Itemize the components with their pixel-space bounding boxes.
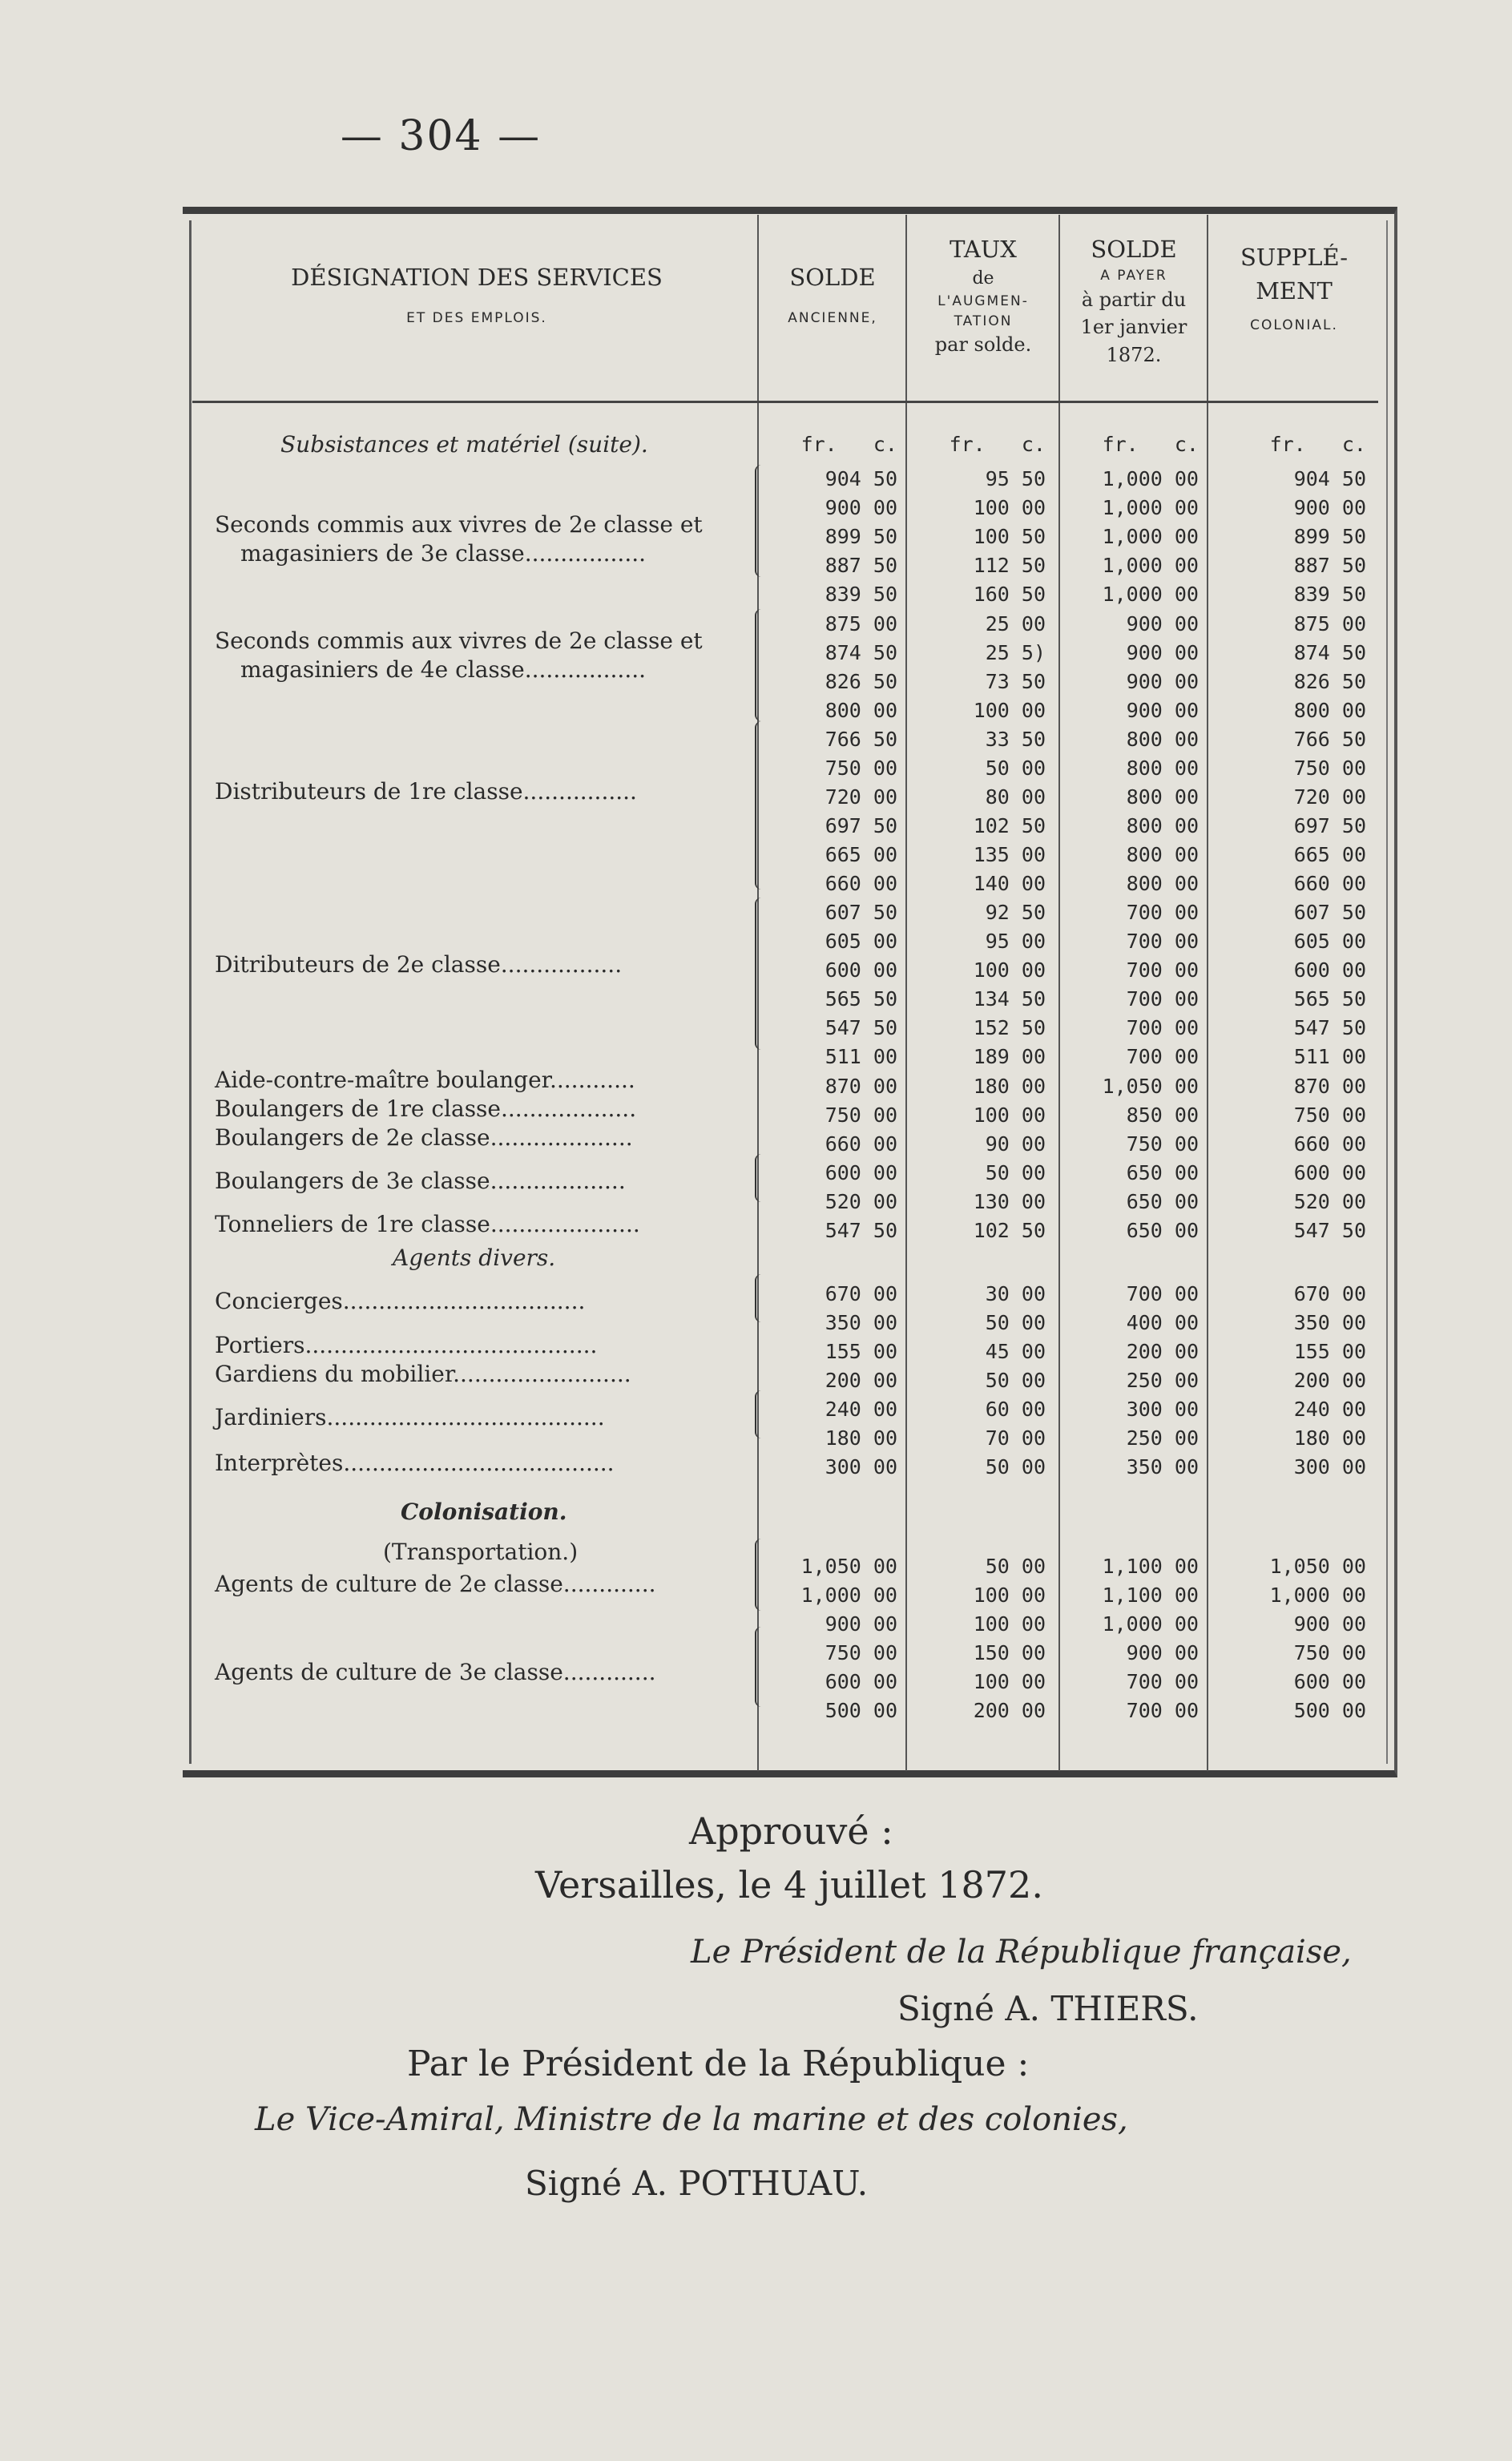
table-cell: 95 50 xyxy=(985,467,1046,490)
unit-col3: fr. c. xyxy=(1102,433,1199,456)
table-cell: 700 00 xyxy=(1126,1016,1199,1039)
header-taux-line1: TAUX xyxy=(950,236,1017,263)
table-cell: 70 00 xyxy=(985,1426,1046,1450)
table-cell: 50 00 xyxy=(985,756,1046,780)
table-cell: 904 50 xyxy=(825,467,897,490)
label-distributeurs-2e: Ditributeurs de 2e classe................. xyxy=(215,951,623,978)
table-cell: 605 00 xyxy=(825,930,897,953)
table-cell: 200 00 xyxy=(1293,1369,1366,1392)
table-cell: 100 00 xyxy=(973,1612,1046,1636)
table-cell: 870 00 xyxy=(1293,1075,1366,1098)
header-payer-line2: A PAYER xyxy=(1100,268,1167,284)
label-seconds-3e-line1: Seconds commis aux vivres de 2e classe et xyxy=(215,511,703,538)
label-seconds-3e-line2: magasiniers de 3e classe................. xyxy=(240,540,647,567)
label-portiers: Portiers......................................... xyxy=(215,1332,598,1358)
brace xyxy=(755,898,761,1050)
table-cell: 1,000 00 xyxy=(1269,1584,1366,1607)
label-boulangers-1re: Boulangers de 1re classe................... xyxy=(215,1095,637,1122)
table-cell: 250 00 xyxy=(1126,1369,1199,1392)
header-solde xyxy=(761,260,904,329)
label-gardiens: Gardiens du mobilier......................... xyxy=(215,1361,631,1387)
table-cell: 660 00 xyxy=(1293,872,1366,895)
table-cell: 607 50 xyxy=(825,901,897,924)
footer-par-le-president: Par le Président de la République : xyxy=(407,2043,1030,2084)
header-supp-line3: COLONIAL. xyxy=(1250,317,1338,334)
table-cell: 700 00 xyxy=(1126,987,1199,1011)
table-cell: 73 50 xyxy=(985,670,1046,693)
table-cell: 50 00 xyxy=(985,1311,1046,1334)
label-distributeurs-1re: Distributeurs de 1re classe................ xyxy=(215,778,637,805)
table-cell: 800 00 xyxy=(1126,756,1199,780)
table-cell: 33 50 xyxy=(985,728,1046,751)
label-seconds-4e-line2: magasiniers de 4e classe................. xyxy=(240,656,647,683)
header-solde-a-payer xyxy=(1062,232,1205,369)
table-cell: 750 00 xyxy=(1293,1103,1366,1127)
table-cell: 200 00 xyxy=(825,1369,897,1392)
table-cell: 887 50 xyxy=(1293,554,1366,577)
table-cell: 605 00 xyxy=(1293,930,1366,953)
header-taux xyxy=(909,232,1057,359)
table-cell: 766 50 xyxy=(825,728,897,751)
table-cell: 350 00 xyxy=(1293,1311,1366,1334)
table-cell: 130 00 xyxy=(973,1190,1046,1213)
table-cell: 850 00 xyxy=(1126,1103,1199,1127)
label-interpretes: Interprètes...................................... xyxy=(215,1450,615,1476)
table-cell: 600 00 xyxy=(1293,1161,1366,1184)
table-cell: 600 00 xyxy=(825,1161,897,1184)
label-boulangers-2e: Boulangers de 2e classe.................... xyxy=(215,1124,633,1151)
table-cell: 400 00 xyxy=(1126,1311,1199,1334)
column-rule-3 xyxy=(1058,215,1060,1771)
header-solde-line1: SOLDE xyxy=(789,264,876,291)
brace xyxy=(755,1627,761,1707)
table-cell: 899 50 xyxy=(1293,525,1366,548)
column-rule-2 xyxy=(905,215,907,1771)
table-cell: 1,100 00 xyxy=(1102,1584,1199,1607)
table-cell: 665 00 xyxy=(1293,843,1366,866)
table-cell: 750 00 xyxy=(825,1641,897,1664)
table-cell: 1,000 00 xyxy=(1102,554,1199,577)
label-seconds-4e-line1: Seconds commis aux vivres de 2e classe et xyxy=(215,627,703,654)
header-taux-line2: de xyxy=(972,268,994,289)
brace xyxy=(755,609,761,721)
brace xyxy=(755,465,761,577)
header-payer-line5: 1872. xyxy=(1106,344,1162,367)
label-aide-contre-maitre: Aide-contre-maître boulanger............ xyxy=(215,1067,635,1093)
table-cell: 1,000 00 xyxy=(1102,467,1199,490)
section-subsistances: Subsistances et matériel (suite). xyxy=(280,431,648,458)
table-cell: 826 50 xyxy=(1293,670,1366,693)
table-cell: 180 00 xyxy=(825,1426,897,1450)
brace xyxy=(755,1390,761,1438)
table-cell: 600 00 xyxy=(1293,958,1366,982)
header-supp-line2: MENT xyxy=(1256,277,1333,305)
label-boulangers-3e: Boulangers de 3e classe................... xyxy=(215,1168,626,1194)
table-cell: 45 00 xyxy=(985,1340,1046,1363)
table-cell: 700 00 xyxy=(1126,901,1199,924)
table-cell: 839 50 xyxy=(825,583,897,606)
table-cell: 511 00 xyxy=(825,1045,897,1068)
table-cell: 875 00 xyxy=(825,612,897,635)
table-cell: 887 50 xyxy=(825,554,897,577)
table-cell: 100 00 xyxy=(973,496,1046,519)
table-cell: 100 50 xyxy=(973,525,1046,548)
table-cell: 750 00 xyxy=(1293,756,1366,780)
unit-col1: fr. c. xyxy=(800,433,897,456)
table-cell: 600 00 xyxy=(825,1670,897,1693)
table-cell: 800 00 xyxy=(825,699,897,722)
table-cell: 1,000 00 xyxy=(800,1584,897,1607)
table-cell: 95 00 xyxy=(985,930,1046,953)
table-cell: 700 00 xyxy=(1126,1045,1199,1068)
table-cell: 102 50 xyxy=(973,814,1046,837)
table-cell: 547 50 xyxy=(1293,1219,1366,1242)
table-cell: 650 00 xyxy=(1126,1190,1199,1213)
table-cell: 547 50 xyxy=(1293,1016,1366,1039)
table-cell: 900 00 xyxy=(1126,612,1199,635)
table-cell: 565 50 xyxy=(1293,987,1366,1011)
table-cell: 700 00 xyxy=(1126,1282,1199,1305)
table-cell: 800 00 xyxy=(1126,785,1199,809)
table-cell: 102 50 xyxy=(973,1219,1046,1242)
header-supp-line1: SUPPLÉ- xyxy=(1240,244,1349,271)
table-cell: 650 00 xyxy=(1126,1161,1199,1184)
table-cell: 50 00 xyxy=(985,1455,1046,1479)
section-transportation: (Transportation.) xyxy=(383,1539,579,1565)
footer-president: Le Président de la République française, xyxy=(691,1934,1352,1971)
table-cell: 750 00 xyxy=(1293,1641,1366,1664)
table-cell: 875 00 xyxy=(1293,612,1366,635)
table-cell: 800 00 xyxy=(1293,699,1366,722)
brace xyxy=(755,721,761,890)
brace xyxy=(755,1274,761,1322)
table-cell: 520 00 xyxy=(825,1190,897,1213)
header-payer-line4: 1er janvier xyxy=(1080,316,1187,339)
table-cell: 900 00 xyxy=(825,496,897,519)
table-cell: 697 50 xyxy=(825,814,897,837)
header-taux-line4: TATION xyxy=(954,313,1013,329)
footer-signe-thiers: Signé A. THIERS. xyxy=(897,1989,1199,2028)
table-cell: 1,000 00 xyxy=(1102,496,1199,519)
header-payer-line1: SOLDE xyxy=(1091,236,1177,263)
table-cell: 870 00 xyxy=(825,1075,897,1098)
table-cell: 92 50 xyxy=(985,901,1046,924)
table-cell: 240 00 xyxy=(825,1398,897,1421)
table-cell: 50 00 xyxy=(985,1161,1046,1184)
header-designation-line2: ET DES EMPLOIS. xyxy=(406,310,547,327)
table-cell: 900 00 xyxy=(825,1612,897,1636)
table-cell: 900 00 xyxy=(1293,1612,1366,1636)
table-cell: 650 00 xyxy=(1126,1219,1199,1242)
footer-approuve: Approuvé : xyxy=(689,1809,893,1853)
table-cell: 1,000 00 xyxy=(1102,525,1199,548)
table-cell: 670 00 xyxy=(1293,1282,1366,1305)
table-cell: 565 50 xyxy=(825,987,897,1011)
table-cell: 100 00 xyxy=(973,1103,1046,1127)
table-cell: 660 00 xyxy=(1293,1132,1366,1156)
footer-signe-pothuau: Signé A. POTHUAU. xyxy=(525,2164,869,2203)
header-solde-line2: ANCIENNE, xyxy=(788,310,877,327)
table-cell: 700 00 xyxy=(1126,958,1199,982)
brace xyxy=(755,1539,761,1611)
table-cell: 140 00 xyxy=(973,872,1046,895)
table-cell: 240 00 xyxy=(1293,1398,1366,1421)
table-cell: 135 00 xyxy=(973,843,1046,866)
table-cell: 700 00 xyxy=(1126,1699,1199,1722)
table-cell: 899 50 xyxy=(825,525,897,548)
table-cell: 520 00 xyxy=(1293,1190,1366,1213)
table-cell: 839 50 xyxy=(1293,583,1366,606)
table-cell: 134 50 xyxy=(973,987,1046,1011)
table-cell: 1,100 00 xyxy=(1102,1555,1199,1578)
table-cell: 1,050 00 xyxy=(1102,1075,1199,1098)
table-cell: 1,050 00 xyxy=(800,1555,897,1578)
header-taux-line5: par solde. xyxy=(934,333,1032,357)
table-cell: 700 00 xyxy=(1126,1670,1199,1693)
table-cell: 155 00 xyxy=(1293,1340,1366,1363)
table-cell: 30 00 xyxy=(985,1282,1046,1305)
header-payer-line3: à partir du xyxy=(1081,288,1187,311)
table-cell: 800 00 xyxy=(1126,814,1199,837)
header-designation xyxy=(200,260,753,329)
table-cell: 1,000 00 xyxy=(1102,1612,1199,1636)
table-cell: 547 50 xyxy=(825,1016,897,1039)
table-cell: 152 50 xyxy=(973,1016,1046,1039)
table-cell: 720 00 xyxy=(825,785,897,809)
table-cell: 800 00 xyxy=(1126,872,1199,895)
table-cell: 600 00 xyxy=(825,958,897,982)
table-cell: 500 00 xyxy=(1293,1699,1366,1722)
table-cell: 350 00 xyxy=(825,1311,897,1334)
table-cell: 700 00 xyxy=(1126,930,1199,953)
table-cell: 665 00 xyxy=(825,843,897,866)
table-cell: 600 00 xyxy=(1293,1670,1366,1693)
table-cell: 200 00 xyxy=(1126,1340,1199,1363)
table-cell: 112 50 xyxy=(973,554,1046,577)
table-cell: 180 00 xyxy=(973,1075,1046,1098)
header-taux-line3: L'AUGMEN- xyxy=(937,292,1029,309)
table-cell: 660 00 xyxy=(825,1132,897,1156)
table-cell: 180 00 xyxy=(1293,1426,1366,1450)
table-cell: 607 50 xyxy=(1293,901,1366,924)
section-agents-divers: Agents divers. xyxy=(393,1245,556,1271)
unit-col4: fr. c. xyxy=(1269,433,1366,456)
table-cell: 50 00 xyxy=(985,1369,1046,1392)
table-cell: 900 00 xyxy=(1126,641,1199,664)
table-cell: 350 00 xyxy=(1126,1455,1199,1479)
table-cell: 25 5) xyxy=(985,641,1046,664)
table-cell: 60 00 xyxy=(985,1398,1046,1421)
table-cell: 1,000 00 xyxy=(1102,583,1199,606)
table-cell: 900 00 xyxy=(1126,670,1199,693)
table-cell: 670 00 xyxy=(825,1282,897,1305)
table-cell: 100 00 xyxy=(973,1584,1046,1607)
table-cell: 826 50 xyxy=(825,670,897,693)
page-number: — 304 — xyxy=(340,112,542,160)
table-cell: 750 00 xyxy=(825,1103,897,1127)
unit-col2: fr. c. xyxy=(949,433,1046,456)
table-cell: 300 00 xyxy=(825,1455,897,1479)
footer-vice-amiral: Le Vice-Amiral, Ministre de la marine et des colonies, xyxy=(255,2101,1128,2138)
table-cell: 697 50 xyxy=(1293,814,1366,837)
table-cell: 150 00 xyxy=(973,1641,1046,1664)
table-cell: 800 00 xyxy=(1126,728,1199,751)
table-cell: 750 00 xyxy=(825,756,897,780)
label-agents-culture-3e: Agents de culture de 3e classe............. xyxy=(215,1659,656,1685)
table-cell: 547 50 xyxy=(825,1219,897,1242)
header-designation-line1: DÉSIGNATION DES SERVICES xyxy=(291,264,663,291)
table-cell: 720 00 xyxy=(1293,785,1366,809)
label-agents-culture-2e: Agents de culture de 2e classe............. xyxy=(215,1571,656,1597)
table-cell: 250 00 xyxy=(1126,1426,1199,1450)
table-cell: 100 00 xyxy=(973,1670,1046,1693)
table-cell: 904 50 xyxy=(1293,467,1366,490)
table-cell: 189 00 xyxy=(973,1045,1046,1068)
table-cell: 50 00 xyxy=(985,1555,1046,1578)
table-cell: 100 00 xyxy=(973,699,1046,722)
header-supplement xyxy=(1210,240,1378,336)
table-cell: 25 00 xyxy=(985,612,1046,635)
header-rule xyxy=(192,401,1378,403)
table-cell: 155 00 xyxy=(825,1340,897,1363)
table-cell: 511 00 xyxy=(1293,1045,1366,1068)
label-jardiniers: Jardiniers....................................... xyxy=(215,1404,605,1430)
brace xyxy=(755,1154,761,1202)
label-concierges: Concierges.................................. xyxy=(215,1288,586,1314)
label-tonneliers: Tonneliers de 1re classe..................... xyxy=(215,1211,640,1237)
table-cell: 300 00 xyxy=(1126,1398,1199,1421)
table-cell: 660 00 xyxy=(825,872,897,895)
table-cell: 300 00 xyxy=(1293,1455,1366,1479)
table-cell: 900 00 xyxy=(1293,496,1366,519)
table-cell: 874 50 xyxy=(825,641,897,664)
table-cell: 874 50 xyxy=(1293,641,1366,664)
column-rule-4 xyxy=(1207,215,1208,1771)
table-cell: 766 50 xyxy=(1293,728,1366,751)
table-cell: 80 00 xyxy=(985,785,1046,809)
footer-versailles: Versailles, le 4 juillet 1872. xyxy=(535,1863,1043,1906)
section-colonisation: Colonisation. xyxy=(401,1499,567,1525)
table-cell: 200 00 xyxy=(973,1699,1046,1722)
table-cell: 900 00 xyxy=(1126,1641,1199,1664)
table-cell: 500 00 xyxy=(825,1699,897,1722)
table-cell: 100 00 xyxy=(973,958,1046,982)
table-cell: 900 00 xyxy=(1126,699,1199,722)
table-cell: 750 00 xyxy=(1126,1132,1199,1156)
table-cell: 160 50 xyxy=(973,583,1046,606)
table-cell: 800 00 xyxy=(1126,843,1199,866)
table-cell: 1,050 00 xyxy=(1269,1555,1366,1578)
table-cell: 90 00 xyxy=(985,1132,1046,1156)
